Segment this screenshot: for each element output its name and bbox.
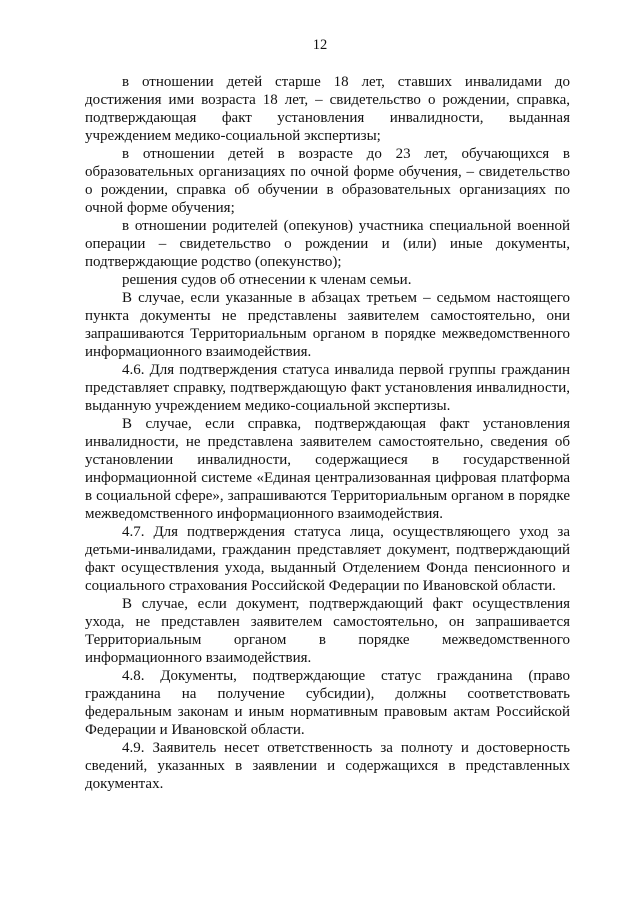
paragraph-4-8: 4.8. Документы, подтверждающие статус гражданина (право гражданина на получение субсидии), должны соответствовать федеральным законам и иным нормативным правовым актам Российской Федерации и Ивановской области.: [85, 668, 570, 738]
document-body: [85, 73, 570, 793]
paragraph-interagency-request: В случае, если указанные в абзацах третьем – седьмом настоящего пункта документы не представлены заявителем самостоятельно, они запрашиваются Территориальным органом в порядке межведомственного информационного взаимодействия.: [85, 290, 570, 360]
paragraph-4-6: 4.6. Для подтверждения статуса инвалида первой группы гражданин представляет справку, подтверждающую факт установления инвалидности, выданную учреждением медико-социальной экспертизы.: [85, 362, 570, 414]
page-number: 12: [312, 37, 328, 53]
paragraph-4-6-note: В случае, если справка, подтверждающая факт установления инвалидности, не представлена заявителем самостоятельно, сведения об установлении инвалидности, содержащиеся в государственной информационной системе «Единая централизованная цифровая платформа в социальной сфере», запрашиваются Территориальным органом в порядке межведомственного информационного взаимодействия.: [85, 416, 570, 522]
paragraph-children-over-18: в отношении детей старше 18 лет, ставших инвалидами до достижения ими возраста 18 лет, – свидетельство о рождении, справка, подтверждающая факт установления инвалидности, выданная учреждением медико-социальной экспертизы;: [85, 74, 570, 144]
paragraph-children-under-23: в отношении детей в возрасте до 23 лет, обучающихся в образовательных организациях по очной форме обучения, – свидетельство о рождении, справка об обучении в образовательных организациях по очной форме обучения;: [85, 146, 570, 216]
paragraph-court-decisions: решения судов об отнесении к членам семьи.: [122, 272, 412, 288]
paragraph-4-7: 4.7. Для подтверждения статуса лица, осуществляющего уход за детьми-инвалидами, гражданин представляет документ, подтверждающий факт осуществления ухода, выданный Отделением Фонда пенсионного и социального страхования Российской Федерации по Ивановской области.: [85, 524, 570, 594]
paragraph-4-9: 4.9. Заявитель несет ответственность за полноту и достоверность сведений, указанных в заявлении и содержащихся в представленных документах.: [85, 740, 570, 792]
paragraph-4-7-note: В случае, если документ, подтверждающий факт осуществления ухода, не представлен заявителем самостоятельно, он запрашивается Территориальным органом в порядке межведомственного информационного взаимодействия.: [85, 596, 570, 666]
paragraph-parents-of-participant: в отношении родителей (опекунов) участника специальной военной операции – свидетельство о рождении и (или) иные документы, подтверждающие родство (опекунство);: [85, 218, 570, 270]
